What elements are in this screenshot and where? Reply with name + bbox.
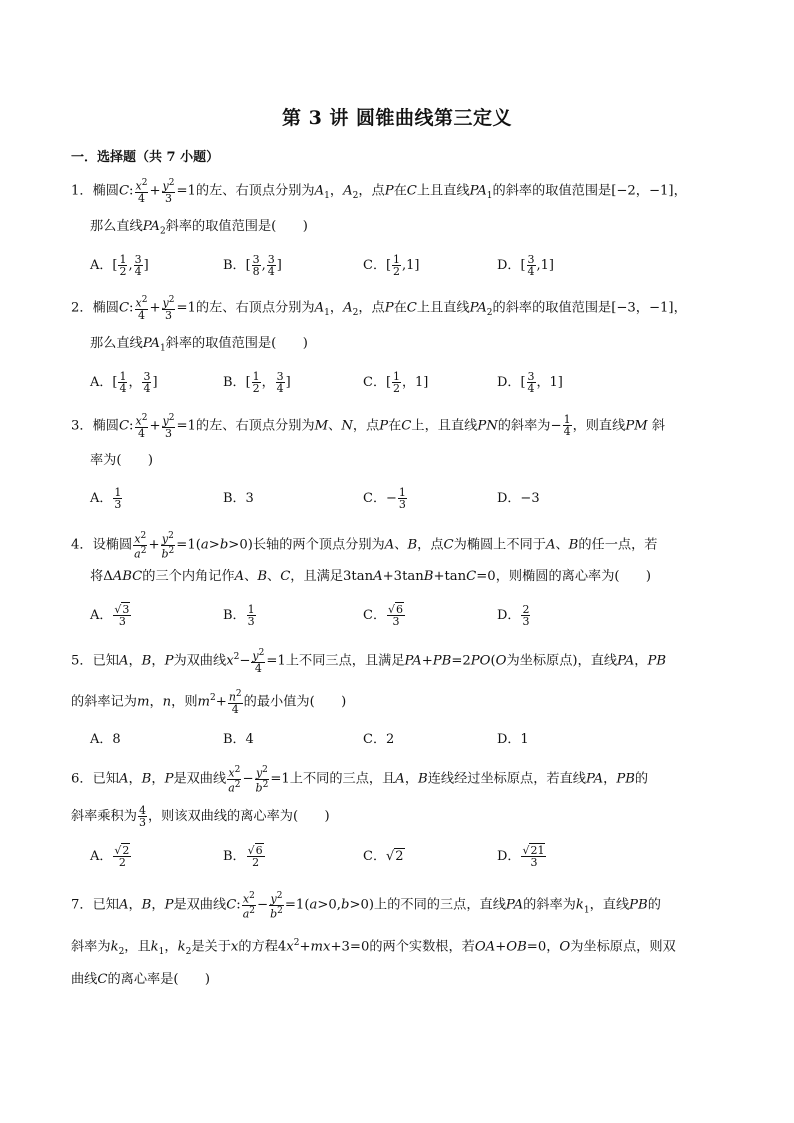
q5-option-c: C．2 [363, 732, 395, 747]
q2-option-b: B．[ $\frac{1}{2}$ ， $\frac{3}{4}$ ] [223, 370, 291, 395]
q7-line3: 曲线C的离心率是( ) [71, 972, 211, 987]
q5-option-a: A．8 [90, 732, 121, 747]
q6-option-c: C．√2 [363, 849, 404, 864]
q4-line2: 将ΔABC的三个内角记作A、B、C，且满足3tanA+3tanB+tanC=0，则椭圆的离心率为( ) [90, 569, 652, 584]
q6-line1: 6．已知A，B，P是双曲线 $\frac{x^2}{a^2}$ − $\frac{y^2}{b^2}$ =1上不同的三点，且A，B连线经过坐标原点，若直线PA，PB的 [71, 765, 649, 795]
q1-option-b: B．[ $\frac{3}{8}$ , $\frac{3}{4}$ ] [223, 253, 282, 278]
q5-option-b: B．4 [223, 732, 254, 747]
q2-line2: 那么直线$PA_1$斜率的取值范围是( ) [90, 336, 308, 354]
q2-option-c: C．[ $\frac{1}{2}$ ，1] [363, 370, 429, 395]
section-heading: 一．选择题（共 7 小题） [71, 150, 220, 165]
q3-line1: 3．椭圆C: $\frac{x^2}{4}$ + $\frac{y^2}{3}$ =1的左、右顶点分别为M、N，点P在C上，且直线PN的斜率为− $\frac{1}{4}$ ，则直线PM 斜 [71, 413, 666, 440]
q4-option-d: D． $\frac{2}{3}$ [497, 603, 530, 628]
q6-line2: 斜率乘积为 $\frac{4}{3}$ ，则该双曲线的离心率为( ) [71, 804, 330, 829]
q1-option-a: A．[ $\frac{1}{2}$ , $\frac{3}{4}$ ] [90, 253, 149, 278]
q3-option-a: A． $\frac{1}{3}$ [90, 486, 122, 511]
q3-line2: 率为( ) [90, 453, 154, 468]
q6-option-d: D． $\frac{√21}{3}$ [497, 844, 545, 869]
q1-line1: 1．椭圆C: $\frac{x^2}{4}$ + $\frac{y^2}{3}$ =1的左、右顶点分别为$A_1$，$A_2$，点P在C上且直线$PA_1$的斜率的取值范围是[−2，−1]， [71, 178, 687, 205]
q4-line1: 4．设椭圆 $\frac{x^2}{a^2}$ + $\frac{y^2}{b^2}$ =1(a>b>0)长轴的两个顶点分别为A、B，点C为椭圆上不同于A、B的任一点，若 [71, 531, 658, 561]
page-title: 第 3 讲 圆锥曲线第三定义 [281, 107, 513, 129]
q5-line2: 的斜率记为m，n，则$m^2+$ $\frac{n^2}{4}$ 的最小值为( ) [71, 689, 347, 716]
q4-option-c: C． $\frac{√6}{3}$ [363, 603, 403, 628]
q6-option-a: A． $\frac{√2}{2}$ [90, 844, 130, 869]
q4-option-a: A． $\frac{√3}{3}$ [90, 603, 130, 628]
q7-line2: 斜率为$k_2$，且$k_1$，$k_2$是关于x的方程$4x^2+mx+3=0$的两个实数根，若OA+OB=0，O为坐标原点，则双 [71, 938, 676, 958]
q3-option-d: D．−3 [497, 491, 540, 506]
q4-option-b: B． $\frac{1}{3}$ [223, 603, 255, 628]
q5-line1: 5．已知A，B，P为双曲线$x^2-$ $\frac{y^2}{4}$ =1上不同三点，且满足PA+PB=2PO(O为坐标原点)，直线PA，PB [71, 648, 667, 675]
q6-option-b: B． $\frac{√6}{2}$ [223, 844, 263, 869]
q3-option-b: B．3 [223, 491, 254, 506]
q1-line2: 那么直线$PA_2$斜率的取值范围是( ) [90, 219, 308, 237]
q1-option-d: D．[ $\frac{3}{4}$ ,1] [497, 253, 554, 278]
q1-option-c: C．[ $\frac{1}{2}$ ,1] [363, 253, 420, 278]
q2-line1: 2．椭圆C: $\frac{x^2}{4}$ + $\frac{y^2}{3}$ =1的左、右顶点分别为$A_1$，$A_2$，点P在C上且直线$PA_2$的斜率的取值范围是[−3，−1]， [71, 295, 687, 322]
q7-line1: 7．已知A，B，P是双曲线C: $\frac{x^2}{a^2}$ − $\frac{y^2}{b^2}$ =1(a>0,b>0)上的不同的三点，直线PA的斜率为$k_1$，直线PB的 [71, 891, 661, 921]
q5-option-d: D．1 [497, 732, 529, 747]
q3-option-c: C．− $\frac{1}{3}$ [363, 486, 406, 511]
q2-option-a: A．[ $\frac{1}{4}$ ， $\frac{3}{4}$ ] [90, 370, 158, 395]
q2-option-d: D．[ $\frac{3}{4}$ ，1] [497, 370, 563, 395]
